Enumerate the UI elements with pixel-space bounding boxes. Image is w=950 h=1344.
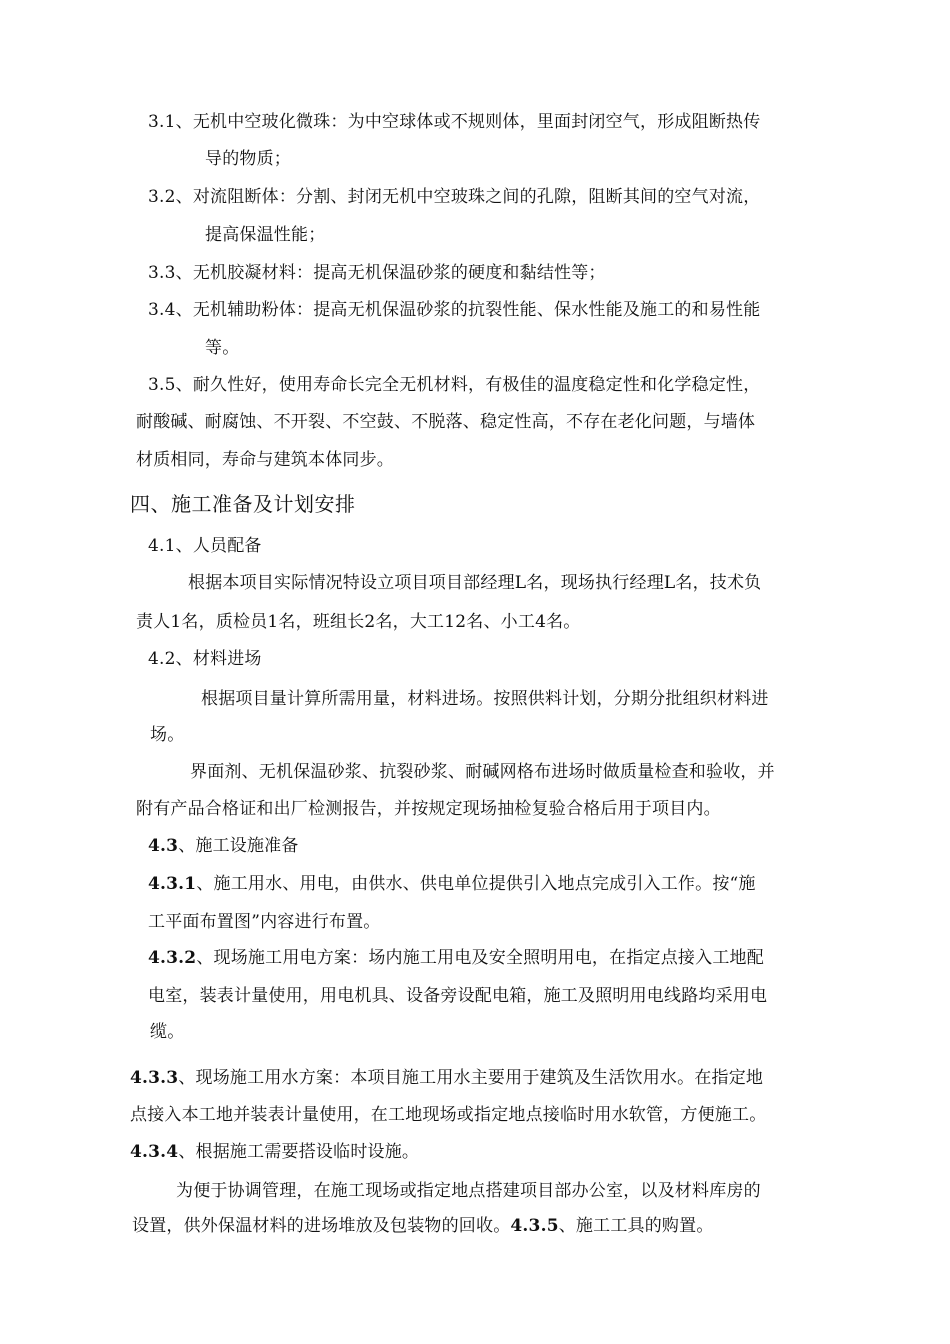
text-line: 耐酸碱、耐腐蚀、不开裂、不空鼓、不脱落、稳定性高，不存在老化问题，与墙体 [136,412,756,432]
text-line: 附有产品合格证和出厂检测报告，并按规定现场抽检复验合格后用于项目内。 [136,799,721,819]
text-line: 根据项目量计算所需用量，材料进场。按照供料计划，分期分批组织材料进 [201,689,769,709]
text-line: 3.3、无机胶凝材料：提高无机保温砂浆的硬度和黏结性等； [148,263,606,283]
text-line: 3.1、无机中空玻化微珠：为中空球体或不规则体，里面封闭空气，形成阻断热传 [148,112,761,132]
subsection-title: 4.2、材料进场 [148,649,262,669]
text-line: 根据本项目实际情况特设立项目项目部经理L名，现场执行经理L名，技术负 [188,573,762,593]
clause-number: 4.3.4 [130,1142,179,1162]
subsection-title: 4.1、人员配备 [148,536,262,556]
clause-number: 4.3.3 [130,1068,179,1088]
text-line: 为便于协调管理，在施工现场或指定地点搭建项目部办公室，以及材料库房的 [176,1181,761,1201]
text-line: 缆。 [150,1022,185,1042]
text-line: 3.5、耐久性好，使用寿命长完全无机材料，有极佳的温度稳定性和化学稳定性， [148,375,761,395]
text-line: 3.4、无机辅助粉体：提高无机保温砂浆的抗裂性能、保水性能及施工的和易性能 [148,300,761,320]
text-line: 导的物质； [205,149,291,169]
text-line: 界面剂、无机保温砂浆、抗裂砂浆、耐碱网格布进场时做质量检查和验收，并 [190,762,775,782]
text-line: 材质相同，寿命与建筑本体同步。 [136,450,394,470]
clause-text: 设置，供外保温材料的进场堆放及包装物的回收。 [132,1216,511,1236]
text-line: 点接入本工地并装表计量使用，在工地现场或指定地点接临时用水软管，方便施工。 [130,1105,767,1125]
clause-text: 、施工用水、用电，由供水、供电单位提供引入地点完成引入工作。按“施 [196,874,756,894]
section-heading: 四、施工准备及计划安排 [130,492,356,516]
clause-number: 4.3.5 [510,1216,559,1236]
clause-number: 4.3.2 [148,948,197,968]
text-line [132,1215,714,1237]
text-line: 3.2、对流阻断体：分割、封闭无机中空玻珠之间的孔隙，阻断其间的空气对流， [148,187,761,207]
clause-text: 、现场施工用水方案：本项目施工用水主要用于建筑及生活饮用水。在指定地 [178,1068,764,1088]
clause-text: 、现场施工用电方案：场内施工用电及安全照明用电，在指定点接入工地配 [196,948,764,968]
text-line [148,947,764,969]
clause-number: 4.3.1 [148,874,197,894]
text-line: 责人1名，质检员1名，班组长2名，大工12名、小工4名。 [136,612,581,632]
clause-text: 、施工设施准备 [178,836,299,856]
text-line: 提高保温性能； [205,225,326,245]
text-line: 场。 [150,725,185,745]
text-line [130,1067,763,1089]
text-line [130,1141,419,1163]
text-line: 电室，装表计量使用，用电机具、设备旁设配电箱，施工及照明用电线路均采用电 [148,986,768,1006]
text-line [148,873,756,895]
text-line: 工平面布置图”内容进行布置。 [148,912,381,932]
text-line: 等。 [205,338,240,358]
subsection-title [148,835,299,857]
clause-text: 、施工工具的购置。 [558,1216,714,1236]
clause-number: 4.3 [148,836,179,856]
clause-text: 、根据施工需要搭设临时设施。 [178,1142,420,1162]
